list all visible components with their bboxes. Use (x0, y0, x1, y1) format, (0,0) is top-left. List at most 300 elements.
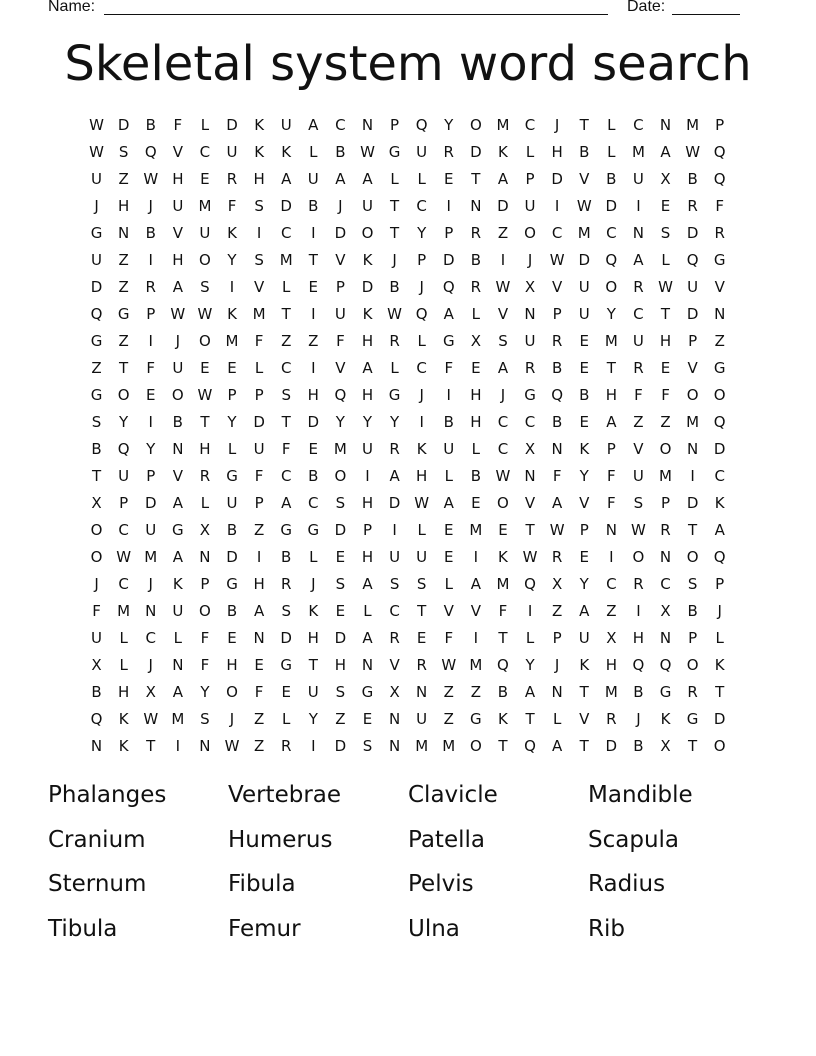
grid-letter: L (607, 115, 616, 134)
grid-letter: U (172, 601, 184, 620)
grid-letter: B (497, 682, 509, 701)
grid-letter: Y (362, 412, 373, 431)
grid-letter: B (606, 169, 617, 188)
grid-letter: O (686, 655, 699, 674)
grid-letter: L (363, 601, 372, 620)
grid-letter: Z (606, 601, 617, 620)
grid-letter: A (172, 493, 183, 512)
grid-letter: M (659, 466, 672, 485)
grid-letter: C (416, 196, 427, 215)
grid-letter: T (281, 412, 291, 431)
grid-letter: K (308, 601, 319, 620)
grid-letter: K (660, 709, 671, 728)
grid-letter: M (604, 682, 618, 701)
grid-letter: C (389, 601, 400, 620)
grid-letter: Y (308, 709, 318, 728)
grid-letter: C (497, 412, 509, 431)
grid-letter: W (197, 385, 213, 404)
grid-letter: H (307, 628, 319, 647)
word-bank-item: Humerus (228, 826, 333, 853)
grid-letter: F (200, 655, 210, 674)
grid-letter: A (606, 412, 617, 431)
grid-letter: U (416, 142, 428, 161)
grid-letter: A (362, 574, 373, 593)
grid-letter: H (253, 574, 265, 593)
grid-letter: M (415, 736, 429, 755)
grid-letter: I (609, 547, 614, 566)
grid-letter: B (687, 601, 698, 620)
grid-letter: L (552, 709, 562, 728)
grid-letter: T (389, 223, 400, 242)
grid-letter: O (713, 385, 726, 404)
grid-letter: L (471, 304, 481, 323)
grid-letter: B (389, 277, 400, 296)
grid-letter: U (307, 169, 319, 188)
grid-letter: B (551, 358, 563, 377)
grid-letter: N (714, 304, 726, 323)
grid-letter: U (91, 628, 103, 647)
grid-letter: U (632, 169, 644, 188)
grid-letter: I (148, 250, 153, 269)
grid-letter: U (578, 277, 590, 296)
grid-letter: N (388, 736, 401, 755)
grid-letter: U (118, 466, 130, 485)
grid-letter: Q (713, 169, 726, 188)
grid-letter: G (388, 142, 401, 161)
grid-letter: E (579, 331, 589, 350)
grid-letter: O (171, 385, 184, 404)
grid-letter: K (118, 736, 129, 755)
grid-letter: T (308, 250, 318, 269)
grid-letter: U (524, 196, 536, 215)
grid-letter: J (338, 196, 343, 215)
grid-letter: L (309, 547, 318, 566)
grid-letter: B (91, 682, 102, 701)
grid-letter: H (172, 169, 184, 188)
grid-letter: V (687, 358, 698, 377)
grid-letter: O (226, 682, 238, 701)
grid-letter: U (145, 520, 157, 539)
grid-letter: L (444, 466, 453, 485)
grid-letter: U (253, 439, 265, 458)
grid-letter: H (470, 412, 482, 431)
grid-letter: Q (632, 655, 645, 674)
grid-letter: J (94, 196, 99, 215)
grid-letter: O (199, 331, 211, 350)
grid-letter: T (389, 196, 400, 215)
grid-letter: I (148, 331, 153, 350)
grid-letter: E (416, 628, 427, 647)
grid-letter: D (280, 196, 292, 215)
grid-letter: L (282, 277, 291, 296)
grid-letter: R (606, 709, 617, 728)
grid-letter: C (280, 223, 292, 242)
grid-letter: D (334, 628, 347, 647)
grid-letter: I (256, 547, 262, 566)
grid-letter: D (686, 304, 699, 323)
grid-letter: D (388, 493, 401, 512)
word-bank-item: Femur (228, 915, 301, 942)
grid-letter: Y (525, 655, 535, 674)
word-bank-item: Cranium (48, 826, 146, 853)
grid-letter: L (282, 709, 291, 728)
grid-letter: N (659, 547, 672, 566)
grid-letter: K (579, 439, 590, 458)
grid-letter: N (388, 709, 401, 728)
grid-letter: A (552, 736, 563, 755)
grid-letter: G (686, 709, 699, 728)
grid-letter: U (307, 682, 319, 701)
grid-letter: G (90, 385, 103, 404)
grid-letter: J (311, 574, 316, 593)
word-bank (48, 775, 768, 953)
grid-letter: Q (442, 277, 455, 296)
grid-letter: V (579, 709, 590, 728)
grid-letter: G (470, 709, 482, 728)
grid-letter: F (607, 493, 616, 512)
grid-letter: M (198, 196, 212, 215)
grid-letter: L (525, 142, 535, 161)
grid-letter: E (145, 385, 156, 404)
grid-letter: N (361, 655, 374, 674)
grid-letter: V (714, 277, 725, 296)
grid-letter: N (416, 682, 428, 701)
grid-letter: C (280, 358, 292, 377)
grid-letter: P (119, 493, 129, 512)
grid-letter: C (633, 304, 644, 323)
grid-letter: Y (146, 439, 156, 458)
grid-letter: U (632, 331, 644, 350)
grid-letter: V (335, 250, 346, 269)
grid-letter: P (335, 277, 345, 296)
grid-letter: I (365, 466, 370, 485)
grid-letter: W (495, 466, 511, 485)
grid-letter: S (389, 574, 400, 593)
grid-letter: S (254, 250, 264, 269)
grid-letter: O (469, 736, 482, 755)
grid-letter: L (417, 331, 426, 350)
grid-letter: W (631, 520, 646, 539)
grid-letter: S (281, 385, 291, 404)
grid-letter: A (335, 169, 346, 188)
grid-letter: S (254, 196, 264, 215)
grid-letter: W (143, 709, 159, 728)
grid-letter: U (361, 439, 373, 458)
grid-letter: R (389, 331, 400, 350)
grid-letter: X (91, 493, 102, 512)
word-bank-item: Pelvis (408, 871, 474, 897)
grid-letter: L (715, 628, 724, 647)
grid-letter: O (659, 439, 672, 458)
grid-letter: H (470, 385, 482, 404)
grid-letter: F (92, 601, 101, 620)
grid-letter: G (280, 520, 293, 539)
grid-letter: P (227, 385, 237, 404)
grid-letter: J (419, 277, 424, 296)
grid-letter: C (118, 574, 129, 593)
grid-letter: Q (90, 304, 103, 323)
grid-letter: O (117, 385, 130, 404)
grid-letter: C (714, 466, 725, 485)
grid-letter: X (524, 439, 536, 458)
grid-letter: G (659, 682, 672, 701)
grid-letter: N (551, 439, 563, 458)
grid-letter: Q (144, 142, 157, 161)
grid-letter: W (89, 115, 104, 134)
grid-letter: T (119, 358, 129, 377)
grid-letter: U (226, 142, 238, 161)
grid-letter: E (579, 412, 589, 431)
grid-letter: K (227, 223, 237, 242)
grid-letter: X (660, 601, 671, 620)
grid-letter: Z (714, 331, 725, 350)
grid-letter: I (311, 304, 316, 323)
grid-letter: H (361, 331, 374, 350)
grid-letter: L (417, 169, 426, 188)
grid-letter: L (173, 628, 182, 647)
grid-letter: E (308, 277, 319, 296)
grid-letter: U (172, 358, 184, 377)
grid-letter: A (443, 493, 454, 512)
grid-letter: N (199, 547, 211, 566)
word-bank-item: Radius (588, 871, 666, 897)
grid-letter: F (254, 466, 264, 485)
grid-letter: V (389, 655, 400, 674)
grid-letter: A (470, 574, 481, 593)
grid-letter: P (525, 169, 535, 188)
grid-letter: W (360, 142, 375, 161)
grid-letter: Q (524, 574, 536, 593)
grid-letter: H (605, 655, 617, 674)
grid-letter: J (527, 250, 533, 269)
grid-letter: P (444, 223, 454, 242)
grid-letter: G (226, 466, 238, 485)
grid-letter: S (416, 574, 427, 593)
grid-letter: T (200, 412, 210, 431)
grid-letter: J (148, 196, 153, 215)
grid-letter: A (660, 142, 671, 161)
grid-letter: W (441, 655, 457, 674)
grid-letter: Y (579, 466, 589, 485)
grid-letter: X (199, 520, 211, 539)
grid-letter: R (145, 277, 156, 296)
grid-letter: T (688, 520, 698, 539)
grid-letter: R (470, 223, 482, 242)
grid-letter: V (172, 466, 183, 485)
grid-letter: D (361, 277, 374, 296)
grid-letter: P (254, 493, 264, 512)
word-bank-item: Fibula (228, 871, 296, 897)
grid-letter: S (335, 682, 346, 701)
grid-letter: U (172, 196, 184, 215)
word-bank-item: Vertebrae (228, 782, 342, 808)
grid-letter: O (199, 601, 211, 620)
grid-letter: N (659, 115, 672, 134)
grid-letter: V (443, 601, 454, 620)
grid-letter: U (416, 709, 428, 728)
grid-letter: V (497, 304, 509, 323)
grid-letter: X (606, 628, 617, 647)
grid-letter: B (145, 115, 156, 134)
grid-letter: W (522, 547, 538, 566)
grid-letter: Z (552, 601, 563, 620)
grid-letter: T (579, 682, 589, 701)
grid-letter: R (551, 547, 563, 566)
grid-letter: B (551, 412, 563, 431)
grid-letter: B (226, 601, 238, 620)
grid-letter: L (119, 628, 128, 647)
grid-letter: J (94, 574, 99, 593)
grid-letter: A (281, 169, 292, 188)
grid-letter: Q (659, 655, 672, 674)
grid-letter: C (606, 574, 617, 593)
grid-letter: M (171, 709, 185, 728)
grid-letter: I (229, 277, 235, 296)
grid-letter: B (308, 196, 319, 215)
grid-letter: L (417, 520, 426, 539)
grid-letter: Z (118, 277, 129, 296)
grid-letter: K (416, 439, 427, 458)
grid-letter: K (281, 142, 292, 161)
letter-grid (83, 111, 733, 759)
word-bank-item: Rib (588, 915, 625, 942)
grid-letter: A (389, 466, 400, 485)
grid-letter: N (632, 223, 645, 242)
grid-letter: S (687, 574, 698, 593)
grid-letter: H (118, 196, 130, 215)
grid-letter: Z (633, 412, 644, 431)
grid-letter: S (118, 142, 129, 161)
grid-letter: O (90, 547, 103, 566)
grid-letter: Y (389, 412, 400, 431)
grid-letter: I (527, 601, 533, 620)
grid-letter: Q (713, 547, 726, 566)
grid-letter: N (659, 628, 672, 647)
grid-letter: D (442, 250, 455, 269)
grid-letter: E (281, 682, 291, 701)
grid-letter: U (280, 115, 292, 134)
grid-letter: K (714, 655, 725, 674)
grid-letter: Q (713, 412, 726, 431)
grid-letter: H (253, 169, 265, 188)
grid-letter: Z (118, 250, 129, 269)
grid-letter: S (281, 601, 291, 620)
grid-letter: Z (91, 358, 102, 377)
grid-letter: N (90, 736, 103, 755)
grid-letter: H (172, 250, 184, 269)
grid-letter: U (91, 169, 103, 188)
grid-letter: R (280, 574, 292, 593)
grid-letter: L (607, 142, 616, 161)
grid-letter: M (225, 331, 239, 350)
grid-letter: L (661, 250, 670, 269)
grid-letter: Z (118, 331, 129, 350)
grid-letter: Q (524, 736, 536, 755)
grid-letter: R (660, 520, 671, 539)
grid-letter: E (308, 439, 319, 458)
grid-letter: B (335, 142, 346, 161)
grid-letter: R (633, 277, 644, 296)
grid-letter: L (254, 358, 264, 377)
grid-letter: W (387, 304, 402, 323)
grid-letter: N (605, 520, 617, 539)
grid-letter: J (148, 574, 153, 593)
grid-letter: L (525, 628, 535, 647)
grid-letter: Y (579, 574, 589, 593)
grid-letter: A (172, 682, 183, 701)
grid-letter: S (335, 574, 346, 593)
grid-letter: G (713, 358, 726, 377)
grid-letter: F (607, 466, 616, 485)
grid-letter: I (500, 250, 506, 269)
grid-letter: I (690, 466, 695, 485)
grid-letter: R (633, 574, 644, 593)
grid-letter: G (280, 655, 293, 674)
grid-letter: F (634, 385, 643, 404)
grid-letter: E (444, 547, 454, 566)
grid-letter: B (687, 169, 698, 188)
grid-letter: O (334, 466, 347, 485)
grid-letter: M (686, 412, 700, 431)
grid-letter: S (362, 736, 373, 755)
word-bank-item: Scapula (588, 826, 680, 853)
grid-letter: N (551, 682, 563, 701)
grid-letter: U (199, 223, 211, 242)
grid-letter: U (91, 250, 103, 269)
grid-letter: P (688, 331, 698, 350)
grid-letter: T (471, 169, 481, 188)
grid-letter: F (173, 115, 183, 134)
grid-letter: C (524, 115, 536, 134)
grid-letter: A (497, 358, 509, 377)
grid-letter: F (146, 358, 156, 377)
grid-letter: Y (200, 682, 210, 701)
grid-letter: P (579, 520, 589, 539)
grid-letter: T (146, 736, 156, 755)
grid-letter: L (227, 439, 237, 458)
grid-letter: Z (253, 520, 265, 539)
grid-letter: F (552, 466, 562, 485)
grid-letter: O (686, 385, 699, 404)
grid-letter: R (470, 277, 482, 296)
word-bank-item: Clavicle (408, 782, 498, 808)
word-bank-item: Mandible (588, 782, 693, 808)
grid-letter: O (524, 223, 536, 242)
grid-letter: E (498, 520, 508, 539)
grid-letter: M (577, 223, 591, 242)
grid-letter: F (444, 628, 454, 647)
word-bank-item: Patella (408, 826, 485, 853)
grid-letter: Z (253, 709, 265, 728)
grid-letter: Y (119, 412, 129, 431)
grid-letter: U (416, 547, 428, 566)
grid-letter: P (715, 574, 725, 593)
grid-letter: N (145, 601, 157, 620)
grid-letter: W (170, 304, 186, 323)
grid-letter: Y (606, 304, 616, 323)
grid-letter: O (469, 115, 482, 134)
grid-letter: Z (253, 736, 265, 755)
grid-letter: Q (117, 439, 130, 458)
grid-letter: A (308, 115, 319, 134)
grid-letter: Q (415, 115, 428, 134)
page-title: Skeletal system word search (64, 36, 752, 92)
word-bank-item: Sternum (48, 871, 147, 897)
grid-letter: M (252, 304, 266, 323)
grid-letter: J (636, 709, 641, 728)
grid-letter: U (361, 196, 373, 215)
grid-letter: O (686, 547, 699, 566)
